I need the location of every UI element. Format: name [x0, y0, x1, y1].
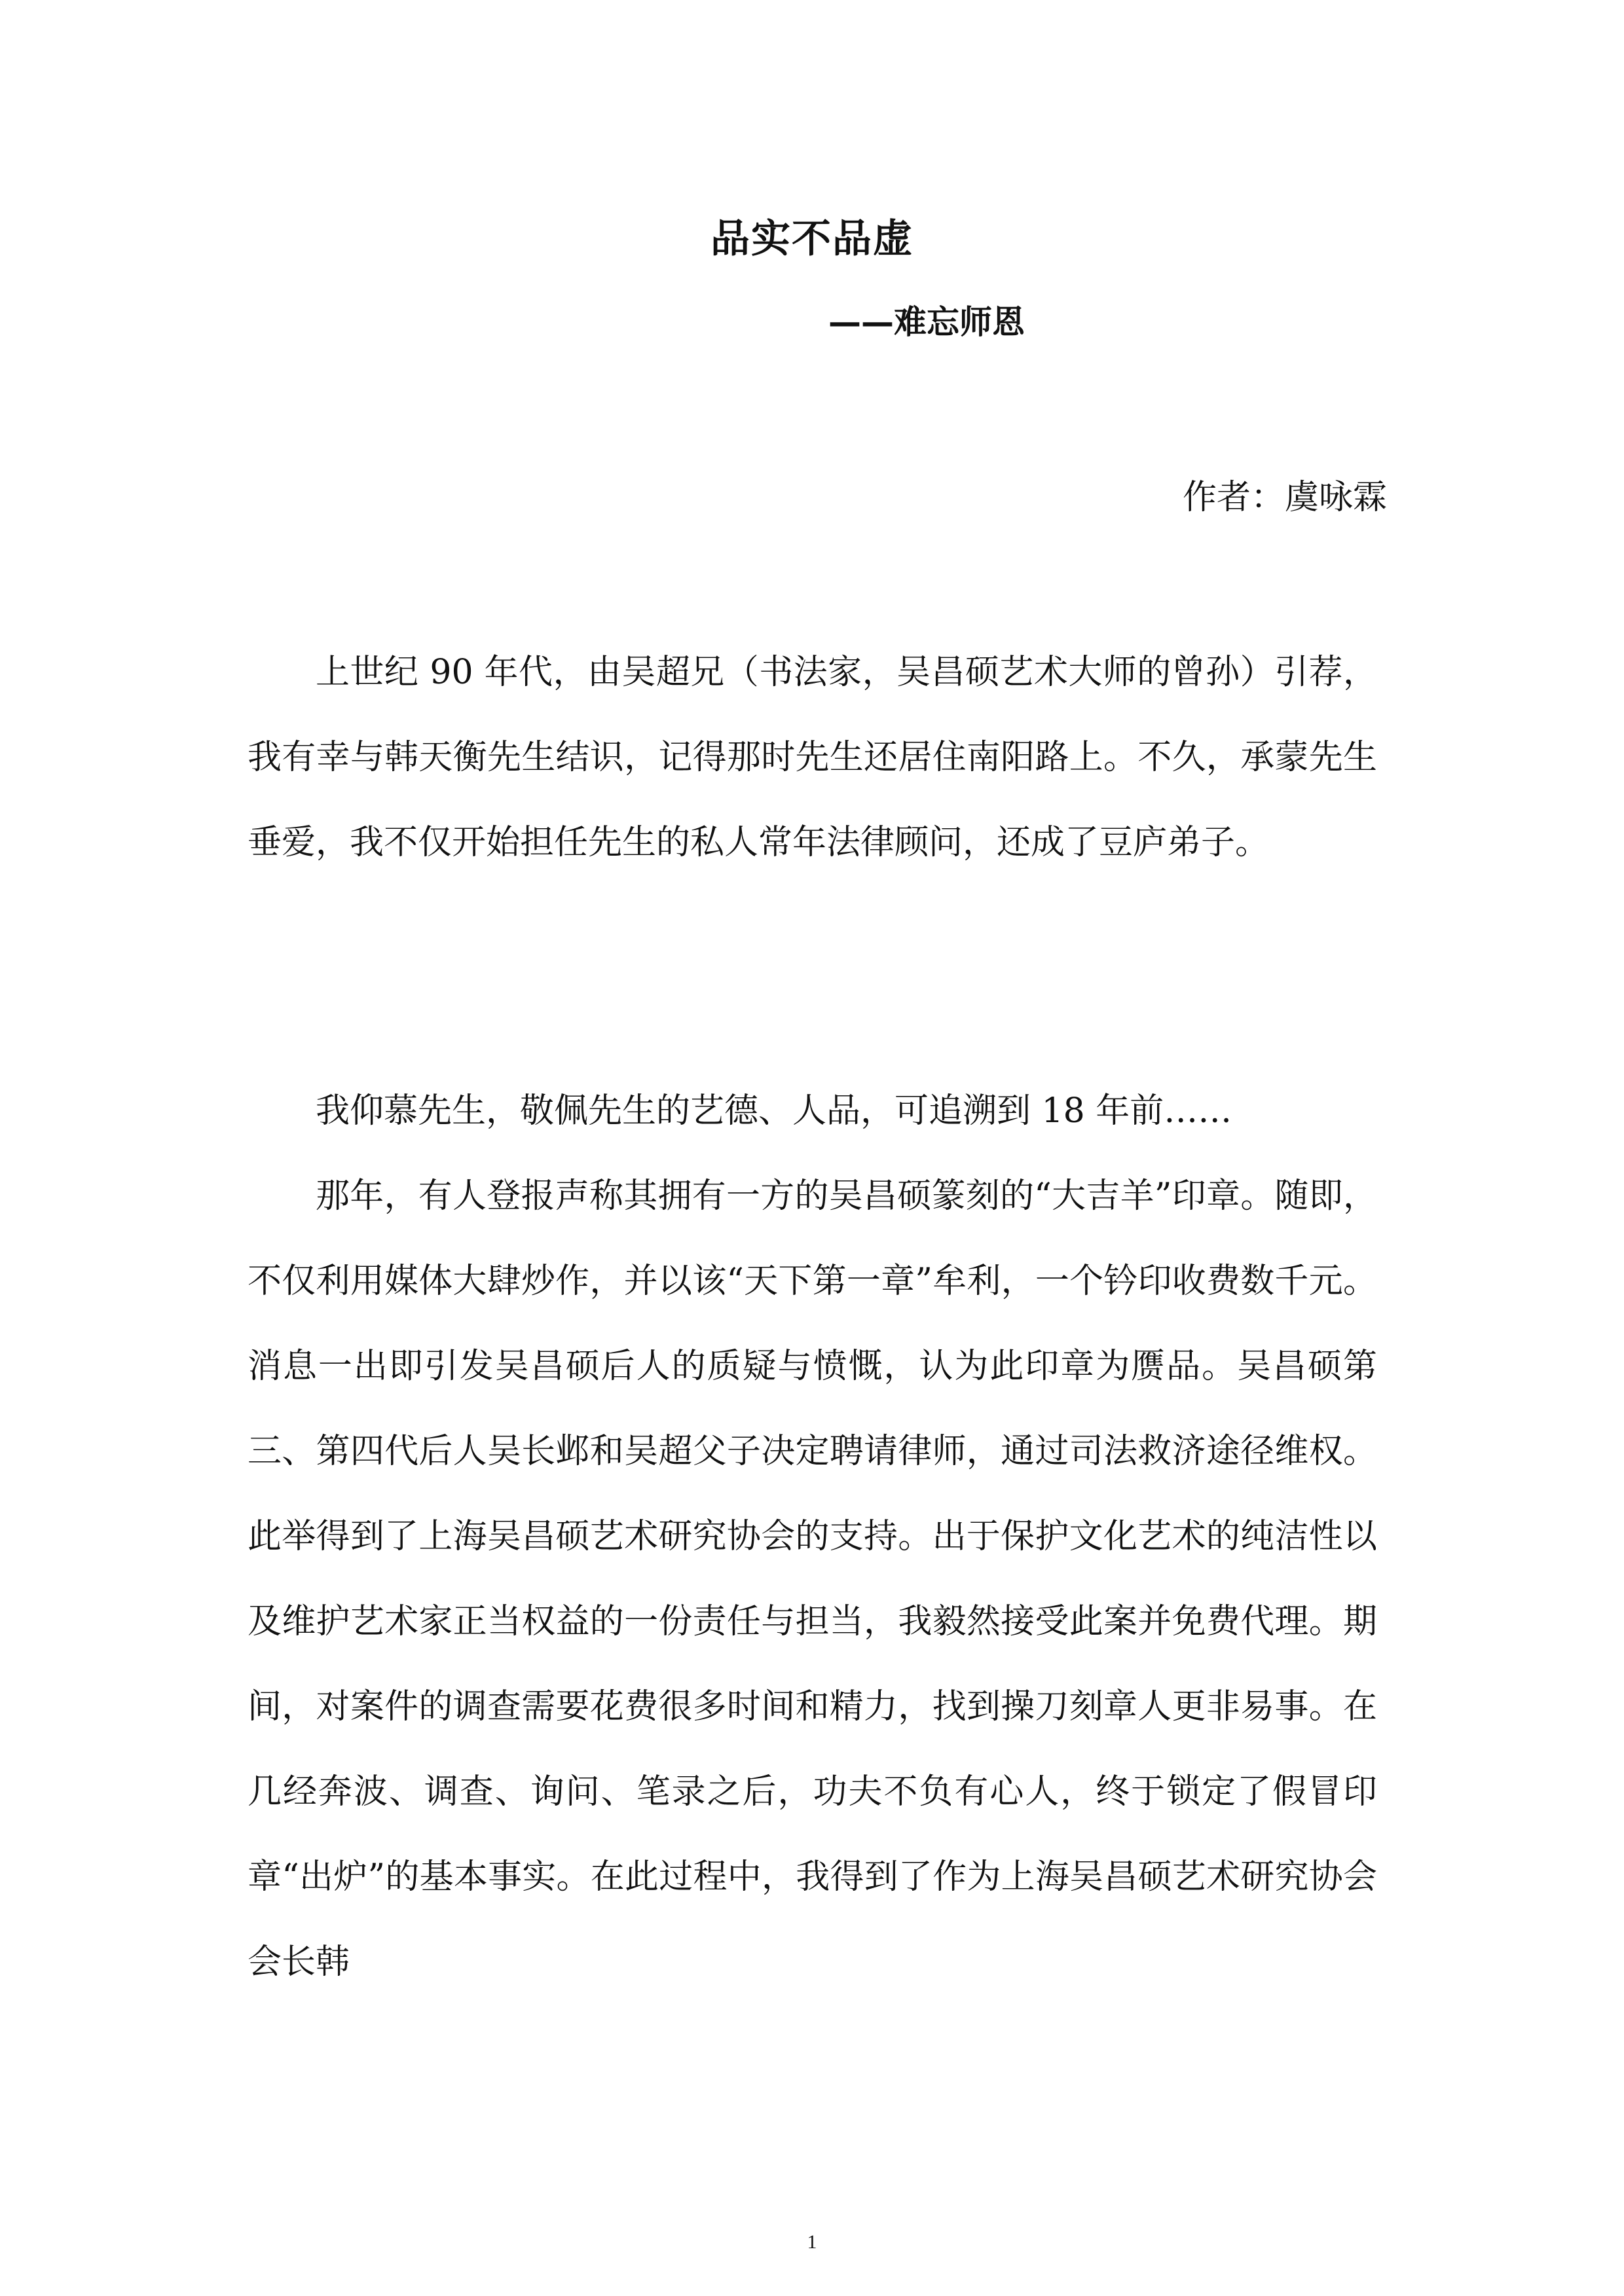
page-subtitle: ——难忘师恩 — [828, 303, 1025, 341]
body-paragraph-1: 上世纪 90 年代，由吴超兄（书法家，吴昌硕艺术大师的曾孙）引荐，我有幸与韩天衡先生结识，记得那时先生还居住南阳路上。不久，承蒙先生垂爱，我不仅开始担任先生的私人常年法律顾问，还成了豆庐弟子。 — [248, 653, 1377, 862]
body-paragraph-2: 我仰慕先生，敬佩先生的艺德、人品，可追溯到 18 年前…… — [316, 1091, 1232, 1131]
page-number: 1 — [807, 2231, 817, 2253]
body-paragraph-3: 那年，有人登报声称其拥有一方的吴昌硕篆刻的“大吉羊”印章。随即，不仅利用媒体大肆炒作，并以该“天下第一章”牟利，一个钤印收费数千元。消息一出即引发吴昌硕后人的质疑与愤慨，认为此印章为赝品。吴昌硕第三、第四代后人吴长邺和吴超父子决定聘请律师，通过司法救济途径维权。此举得到了上海吴昌硕艺术研究协会的支持。出于保护文化艺术的纯洁性以及维护艺术家正当权益的一份责任与担当，我毅然接受此案并免费代理。期间，对案件的调查需要花费很多时间和精力，找到操刀刻章人更非易事。在几经奔波、调查、询问、笔录之后，功夫不负有心人，终于锁定了假冒印章“出炉”的基本事实。在此过程中，我得到了作为上海吴昌硕艺术研究协会会长韩 — [248, 1176, 1377, 1982]
author-line: 作者：虞咏霖 — [1182, 478, 1387, 517]
page-title: 品实不品虚 — [710, 216, 913, 262]
